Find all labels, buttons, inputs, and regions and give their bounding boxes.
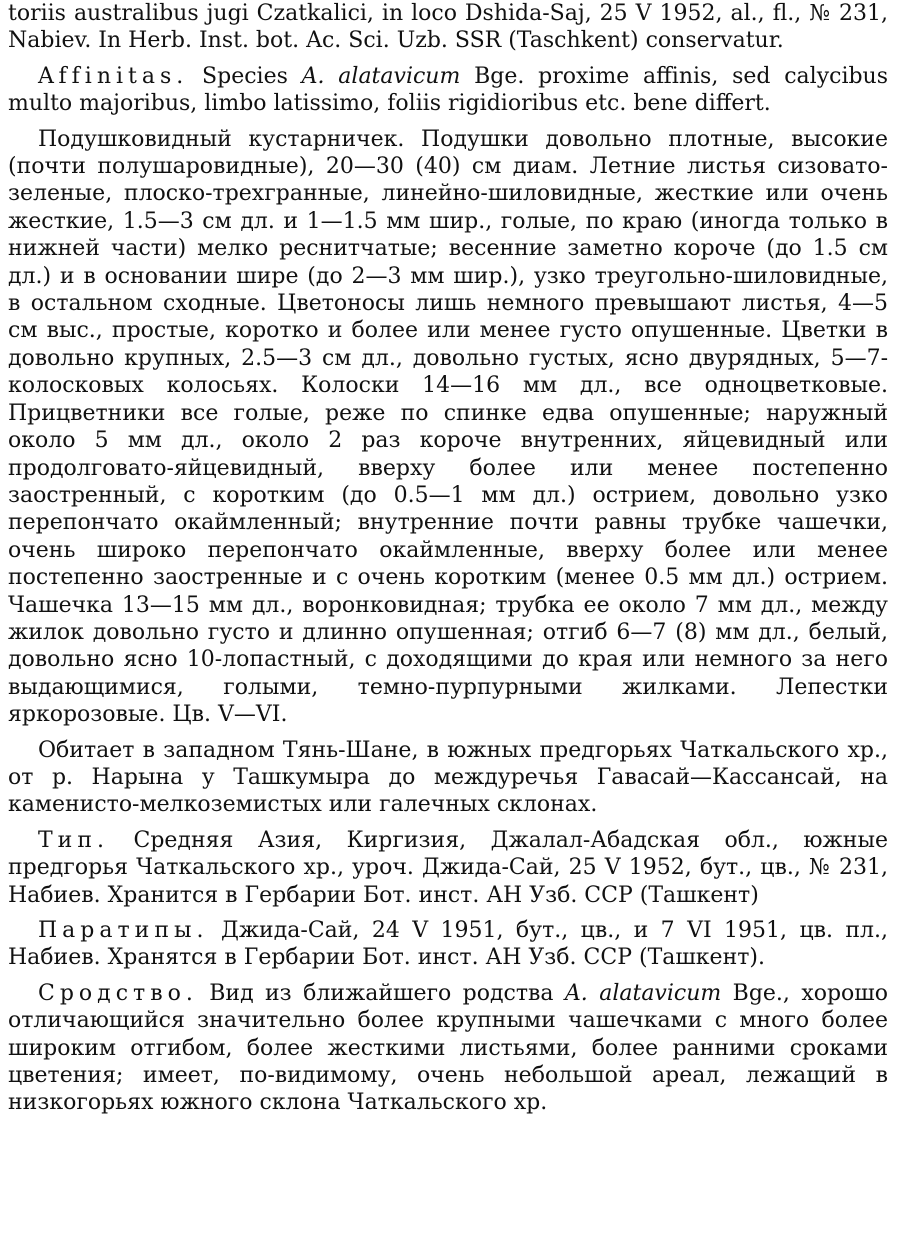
latin-affinitas-pre: Species (202, 63, 288, 89)
description-text: Подушковидный кустарничек. Подушки довольно плотные, высокие (почти полушаровидные), 20—30 (40) см диам. Летние листья сизовато-зеленые, плоско-трехгранные, линейно-шиловидные, жесткие или очень жесткие, 1.5—3 см дл. и 1—1.5 мм шир., голые, по краю (иногда только в нижней части) мелко реснитчатые; весенние заметно короче (до 1.5 см дл.) и в основании шире (до 2—3 мм шир.), узко треугольно-шиловидные, в остальном сходные. Цветоносы лишь немного превышают листья, 4—5 см выс., простые, коротко и более или менее густо опушенные. Цветки в довольно крупных, 2.5—3 см дл., довольно густых, ясно двурядных, 5—7-колосковых колосьях. Колоски 14—16 мм дл., все одноцветковые. Прицветники все голые, реже по спинке едва опушенные; наружный около 5 мм дл., около 2 раз короче внутренних, яйцевидный или продолговато-яйцевидный, вверху более или менее постепенно заостренный, с коротким (до 0.5—1 мм дл.) острием, довольно узко перепончато окаймленный; внутренние почти равны трубке чашечки, очень широко перепончато окаймленные, вверху более или менее постепенно заостренные и с очень коротким (менее 0.5 мм дл.) острием. Чашечка 13—15 мм дл., воронковидная; трубка ее около 7 мм дл., между жилок довольно густо и длинно опушенная; отгиб 6—7 (8) мм дл., белый, довольно ясно 10-лопастный, с доходящими до края или немного за него выдающимися, голыми, темно-пурпурными жилками. Лепестки яркорозовые. Цв. V—VI. (8, 126, 888, 728)
latin-affinitas-post: Bge. proxime affinis, sed calycibus multo majoribus, limbo latissimo, foliis rigidioribus etc. bene differt. (8, 63, 889, 117)
affinity-ru-paragraph (8, 980, 888, 1117)
affinity-ru-species: A. alatavicum (564, 980, 722, 1006)
habitat-text: Обитает в западном Тянь-Шане, в южных предгорьях Чаткальского хр., от р. Нарына у Ташкумыра до междуречья Гавасай—Кассансай, на каменисто-мелкоземистых или галечных склонах. (8, 737, 888, 818)
affinity-ru-label: Сродство. (38, 980, 198, 1006)
latin-affinitas-label: Affinitas. (38, 63, 189, 89)
paratypes-paragraph (8, 917, 888, 972)
type-label: Тип. (38, 827, 109, 853)
paratypes-text: Джида-Сай, 24 V 1951, бут., цв., и 7 VI 1951, цв. пл., Набиев. Хранятся в Гербарии Бот. инст. АН Узб. ССР (Ташкент). (8, 918, 889, 971)
paratypes-label: Паратипы. (38, 918, 209, 943)
description-paragraph (8, 126, 888, 729)
latin-type-text: toriis australibus jugi Czatkalici, in loco Dshida-Saj, 25 V 1952, al., fl., № 231, Nabiev. In Herb. Inst. bot. Ac. Sci. Uzb. SSR (Taschkent) conservatur. (8, 1, 888, 54)
latin-type-paragraph (8, 0, 888, 55)
affinity-ru-post: Bge., хорошо отличающийся значительно более крупными чашечками с много более широким отгибом, более жесткими листьями, более ранними сроками цветения; имеет, по-видимому, очень небольшой ареал, лежащий в низкогорьях южного склона Чаткальского хр. (8, 980, 888, 1116)
affinity-ru-pre: Вид из ближайшего родства (209, 980, 554, 1006)
latin-affinitas-species: A. alatavicum (301, 63, 461, 89)
habitat-paragraph (8, 737, 888, 819)
document-page (8, 0, 888, 1117)
latin-affinitas-paragraph (8, 63, 888, 118)
type-text: Средняя Азия, Киргизия, Джалал-Абадская обл., южные предгорья Чаткальского хр., уроч. Джида-Сай, 25 V 1952, бут., цв., № 231, Набиев. Хранится в Гербарии Бот. инст. АН Узб. ССР (Ташкент) (8, 827, 888, 908)
type-paragraph (8, 827, 888, 909)
